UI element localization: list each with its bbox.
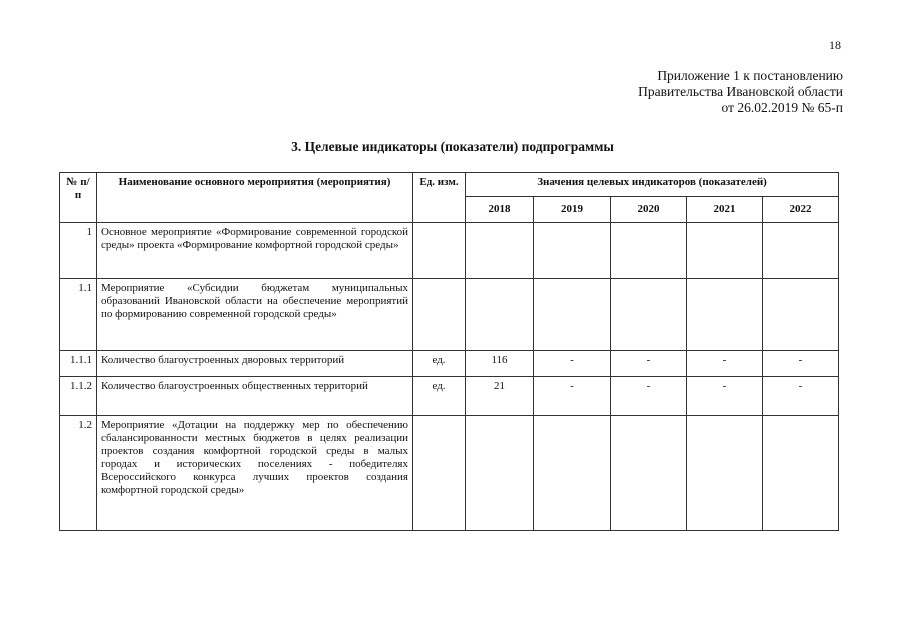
row-num: 1.2: [60, 416, 97, 531]
row-num: 1: [60, 223, 97, 279]
row-value: -: [687, 377, 763, 416]
row-unit: [413, 223, 466, 279]
header-unit: Ед. изм.: [413, 173, 466, 223]
row-name: Количество благоустроенных общественных территорий: [97, 377, 413, 416]
appendix-line-2: Правительства Ивановской области: [638, 84, 843, 99]
row-value: -: [611, 377, 687, 416]
table-row: [60, 223, 839, 279]
row-value: [534, 279, 611, 351]
row-value: [687, 279, 763, 351]
header-num: № п/п: [60, 173, 97, 223]
row-value: -: [763, 377, 839, 416]
row-name: Количество благоустроенных дворовых территорий: [97, 351, 413, 377]
row-value: -: [534, 377, 611, 416]
row-num: 1.1.2: [60, 377, 97, 416]
table-row: [60, 377, 839, 416]
row-value: [687, 416, 763, 531]
row-value: 116: [466, 351, 534, 377]
row-value: [763, 279, 839, 351]
row-value: -: [534, 351, 611, 377]
row-unit: ед.: [413, 351, 466, 377]
row-value: [763, 223, 839, 279]
appendix-line-3: от 26.02.2019 № 65-п: [721, 100, 843, 115]
appendix-note: [638, 68, 843, 116]
row-value: [466, 416, 534, 531]
row-value: [466, 279, 534, 351]
row-value: [611, 223, 687, 279]
row-value: [534, 223, 611, 279]
header-year: 2022: [763, 197, 839, 223]
table-row: [60, 279, 839, 351]
section-title: 3. Целевые индикаторы (показатели) подпрограммы: [291, 139, 614, 154]
appendix-line-1: Приложение 1 к постановлению: [657, 68, 843, 83]
indicators-table: [59, 172, 839, 531]
header-year: 2020: [611, 197, 687, 223]
row-name: Мероприятие «Субсидии бюджетам муниципальных образований Ивановской области на обеспечение мероприятий по формированию современной городской среды»: [97, 279, 413, 351]
row-num: 1.1: [60, 279, 97, 351]
row-unit: [413, 416, 466, 531]
row-value: [763, 416, 839, 531]
row-value: -: [763, 351, 839, 377]
row-value: [687, 223, 763, 279]
header-year: 2018: [466, 197, 534, 223]
row-num: 1.1.1: [60, 351, 97, 377]
header-name: Наименование основного мероприятия (мероприятия): [97, 173, 413, 223]
row-unit: [413, 279, 466, 351]
row-value: [534, 416, 611, 531]
row-name: Основное мероприятие «Формирование современной городской среды» проекта «Формирование комфортной городской среды»: [97, 223, 413, 279]
table-row: [60, 416, 839, 531]
row-name: Мероприятие «Дотации на поддержку мер по обеспечению сбалансированности местных бюджетов в целях реализации проектов создания комфортной городской среды в малых городах и исторических поселениях - победителях Всероссийского конкурса лучших проектов создания комфортной городской среды»: [97, 416, 413, 531]
row-value: [466, 223, 534, 279]
row-value: -: [611, 351, 687, 377]
row-value: 21: [466, 377, 534, 416]
row-value: -: [687, 351, 763, 377]
row-unit: ед.: [413, 377, 466, 416]
table-row: [60, 351, 839, 377]
header-values: Значения целевых индикаторов (показателей): [466, 173, 839, 197]
row-value: [611, 279, 687, 351]
page-number: 18: [829, 38, 841, 52]
header-year: 2021: [687, 197, 763, 223]
row-value: [611, 416, 687, 531]
header-year: 2019: [534, 197, 611, 223]
